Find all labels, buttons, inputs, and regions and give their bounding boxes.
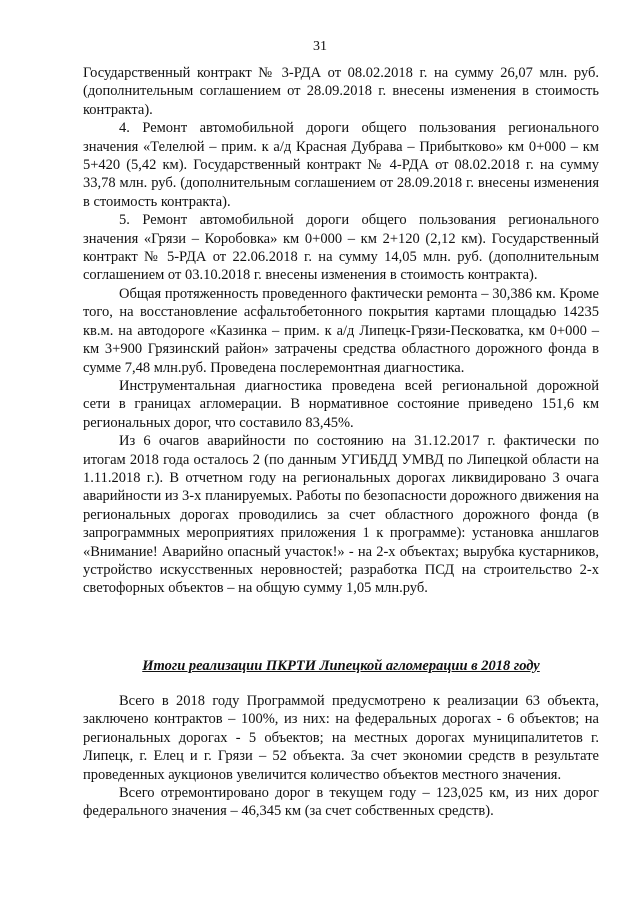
paragraph-diagnostics: Инструментальная диагностика проведена всей региональной дорожной сети в границах агломерации. В нормативное состояние приведено 151,6 км региональных дорог, что составило 83,45%. (83, 377, 599, 431)
paragraph-accident-hotspots: Из 6 очагов аварийности по состоянию на 31.12.2017 г. фактически по итогам 2018 года осталось 2 (по данным УГИБДД УМВД по Липецкой области на 1.11.2018 г.). В отчетном году на региональных дорогах ликвидировано 3 очага аварийности из 3-х планируемых. Работы по безопасности дорожного движения на региональных дорогах проводились за счет областного дорожного фонда (в запрограммных мероприятиях приложения 1 к программе): установка аншлагов «Внимание! Аварийно опасный участок!» - на 2-х объектах; вырубка кустарников, устройство искусственных неровностей; разработка ПСД на строительство 2-х светофорных объектов – на общую сумму 1,05 млн.руб. (83, 433, 599, 597)
paragraph-item-5: 5. Ремонт автомобильной дороги общего пользования регионального значения «Грязи – Коробовка» км 0+000 – км 2+120 (2,12 км). Государственный контракт № 5-РДА от 22.06.2018 г. на сумму 14,05 млн. руб. (дополнительным соглашением от 03.10.2018 г. внесены изменения в стоимость контракта). (83, 212, 599, 284)
paragraph-repaired-roads: Всего отремонтировано дорог в текущем году – 123,025 км, из них дорог федерального значения – 46,345 км (за счет собственных средств). (83, 785, 599, 820)
page-number: 31 (313, 39, 327, 54)
document-body (83, 64, 599, 598)
section-heading: Итоги реализации ПКРТИ Липецкой агломерации в 2018 году (142, 658, 540, 674)
paragraph-program-objects: Всего в 2018 году Программой предусмотрено к реализации 63 объекта, заключено контрактов – 100%, из них: на федеральных дорогах - 6 объектов; на региональных дорогах - 5 объектов; на местных дорогах муниципалитетов г. Липецк, г. Елец и г. Грязи – 52 объекта. За счет экономии средств в результате проведенных аукционов увеличится количество объектов местного значения. (83, 693, 599, 783)
paragraph-contract-3: Государственный контракт № 3-РДА от 08.02.2018 г. на сумму 26,07 млн. руб. (дополнительным соглашением от 28.09.2018 г. внесены изменения в стоимость контракта). (83, 65, 599, 118)
document-body-summary (83, 692, 599, 821)
paragraph-item-4: 4. Ремонт автомобильной дороги общего пользования регионального значения «Телелюй – прим. к а/д Красная Дубрава – Прибытково» км 0+000 – км 5+420 (5,42 км). Государственный контракт № 4-РДА от 08.02.2018 г. на сумму 33,78 млн. руб. (дополнительным соглашением от 28.09.2018 г. внесены изменения в стоимость контракта). (83, 120, 599, 210)
paragraph-total-repair: Общая протяженность проведенного фактически ремонта – 30,386 км. Кроме того, на восстановление асфальтобетонного покрытия картами площадью 14235 кв.м. на автодороге «Казинка – прим. к а/д Липецк-Грязи-Песковатка, км 0+000 – км 3+900 Грязинский район» затрачены средства областного дорожного фонда в сумме 7,48 млн.руб. Проведена послеремонтная диагностика. (83, 285, 599, 376)
